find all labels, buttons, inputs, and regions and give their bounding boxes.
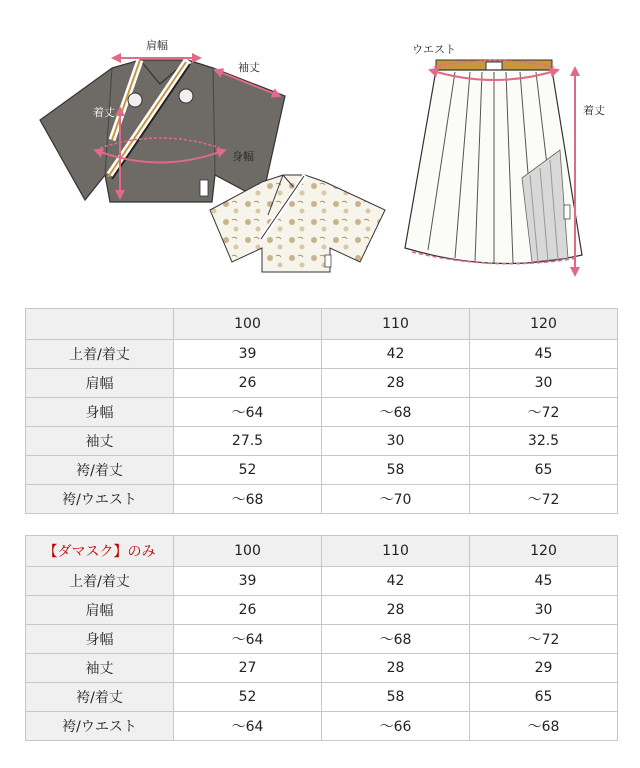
- table-row: [26, 654, 618, 683]
- table-cell: 29: [470, 654, 618, 683]
- table-row: [26, 427, 618, 456]
- table-cell: 30: [322, 427, 470, 456]
- size-header: 110: [322, 309, 470, 340]
- table-cell: 65: [470, 456, 618, 485]
- table-corner-damask: 【ダマスク】のみ: [26, 536, 174, 567]
- table-cell: 39: [174, 567, 322, 596]
- label-sleeve-length: 袖丈: [238, 61, 260, 74]
- table-cell: 58: [322, 456, 470, 485]
- table-cell: ～64: [174, 625, 322, 654]
- table-cell: 28: [322, 654, 470, 683]
- row-label: 肩幅: [26, 596, 174, 625]
- printed-jacket-illustration: [210, 175, 385, 272]
- table-cell: 58: [322, 683, 470, 712]
- table-cell: ～64: [174, 712, 322, 741]
- table-cell: 28: [322, 369, 470, 398]
- table-cell: ～68: [174, 485, 322, 514]
- label-hakama-waist: ウエスト: [412, 43, 456, 56]
- size-header: 110: [322, 536, 470, 567]
- table-cell: 27.5: [174, 427, 322, 456]
- table-row: [26, 369, 618, 398]
- table-cell: 52: [174, 456, 322, 485]
- row-label: 袴/着丈: [26, 456, 174, 485]
- row-label: 肩幅: [26, 369, 174, 398]
- size-table-standard: [25, 308, 618, 514]
- label-body-width: 身幅: [232, 150, 254, 163]
- table-row: [26, 485, 618, 514]
- table-cell: ～72: [470, 625, 618, 654]
- row-label: 袴/ウエスト: [26, 485, 174, 514]
- table-row: [26, 456, 618, 485]
- table-row: [26, 596, 618, 625]
- table-cell: ～72: [470, 485, 618, 514]
- table-row: [26, 712, 618, 741]
- size-header: 120: [470, 309, 618, 340]
- hakama-illustration: [405, 60, 582, 264]
- table-cell: 45: [470, 340, 618, 369]
- table-cell: ～64: [174, 398, 322, 427]
- row-label: 身幅: [26, 625, 174, 654]
- jacket-illustration: [40, 60, 285, 202]
- table-row: [26, 625, 618, 654]
- table-corner: [26, 309, 174, 340]
- row-label: 袴/着丈: [26, 683, 174, 712]
- table-header-row: [26, 309, 618, 340]
- row-label: 袴/ウエスト: [26, 712, 174, 741]
- row-label: 袖丈: [26, 427, 174, 456]
- table-row: [26, 567, 618, 596]
- table-cell: ～70: [322, 485, 470, 514]
- row-label: 身幅: [26, 398, 174, 427]
- table-cell: 26: [174, 596, 322, 625]
- size-diagram: [0, 0, 640, 300]
- size-table-damask: [25, 535, 618, 741]
- table-cell: 30: [470, 369, 618, 398]
- label-hakama-length: 着丈: [583, 104, 605, 117]
- table-cell: 39: [174, 340, 322, 369]
- table-cell: ～68: [470, 712, 618, 741]
- table-cell: 30: [470, 596, 618, 625]
- table-cell: 42: [322, 567, 470, 596]
- label-jacket-length: 着丈: [93, 106, 115, 119]
- table-cell: ～68: [322, 625, 470, 654]
- label-shoulder-width: 肩幅: [146, 39, 168, 52]
- table-cell: 28: [322, 596, 470, 625]
- table-cell: 26: [174, 369, 322, 398]
- size-header: 100: [174, 309, 322, 340]
- table-cell: 45: [470, 567, 618, 596]
- table-cell: 32.5: [470, 427, 618, 456]
- size-header: 120: [470, 536, 618, 567]
- table-row: [26, 683, 618, 712]
- row-label: 上着/着丈: [26, 340, 174, 369]
- row-label: 袖丈: [26, 654, 174, 683]
- table-row: [26, 398, 618, 427]
- size-header: 100: [174, 536, 322, 567]
- row-label: 上着/着丈: [26, 567, 174, 596]
- table-cell: 42: [322, 340, 470, 369]
- table-cell: 65: [470, 683, 618, 712]
- table-cell: ～72: [470, 398, 618, 427]
- table-cell: 52: [174, 683, 322, 712]
- table-row: [26, 340, 618, 369]
- table-cell: ～66: [322, 712, 470, 741]
- table-header-row: [26, 536, 618, 567]
- table-cell: ～68: [322, 398, 470, 427]
- table-cell: 27: [174, 654, 322, 683]
